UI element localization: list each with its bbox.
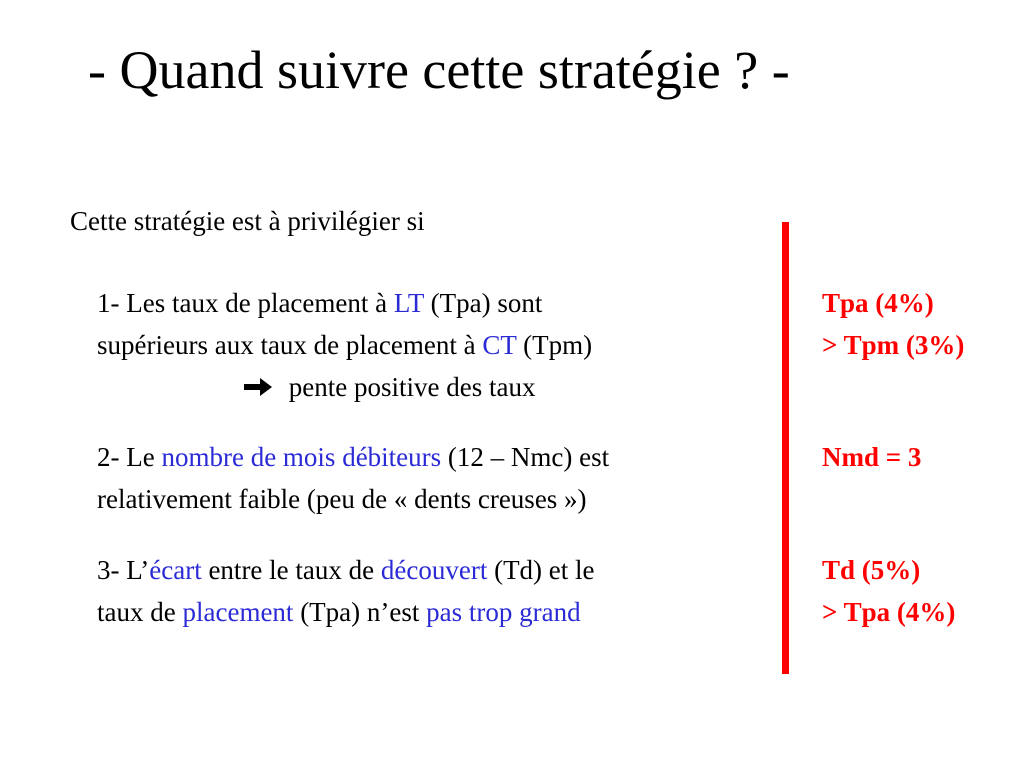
right-arrow-icon [242, 376, 274, 398]
keyword-lt: LT [393, 288, 424, 318]
condition-1-line-3: pente positive des taux [97, 366, 592, 408]
condition-1-line-1: 1- Les taux de placement à LT (Tpa) sont [97, 288, 543, 318]
keyword-placement: placement [182, 597, 294, 627]
keyword-nombre-mois-debiteurs: nombre de mois débiteurs [161, 442, 442, 472]
keyword-pas-trop-grand: pas trop grand [426, 597, 581, 627]
keyword-ct: CT [482, 330, 517, 360]
condition-2-line-2: relativement faible (peu de « dents creuses ») [97, 484, 587, 514]
note-1-line-2: > Tpm (3%) [822, 330, 965, 360]
condition-item-1 [97, 282, 592, 408]
intro-text: Cette stratégie est à privilégier si [70, 206, 425, 236]
condition-3-line-1: 3- L’écart entre le taux de découvert (Td) et le [97, 555, 595, 585]
note-1 [822, 282, 964, 366]
note-2-line-1: Nmd = 3 [822, 442, 922, 472]
condition-1-line-2: supérieurs aux taux de placement à CT (Tpm) [97, 330, 593, 360]
note-2 [822, 436, 921, 478]
keyword-ecart: écart [149, 555, 202, 585]
keyword-decouvert: découvert [380, 555, 488, 585]
slide-title: - Quand suivre cette stratégie ? - [88, 40, 790, 100]
condition-2-line-1: 2- Le nombre de mois débiteurs (12 – Nmc) est [97, 442, 610, 472]
condition-item-2 [97, 436, 609, 520]
note-1-line-1: Tpa (4%) [822, 288, 934, 318]
condition-3-line-2: taux de placement (Tpa) n’est pas trop grand [97, 597, 581, 627]
note-3-line-1: Td (5%) [822, 555, 921, 585]
red-divider [782, 222, 789, 674]
note-3 [822, 549, 955, 633]
note-3-line-2: > Tpa (4%) [822, 597, 956, 627]
condition-item-3 [97, 549, 595, 633]
